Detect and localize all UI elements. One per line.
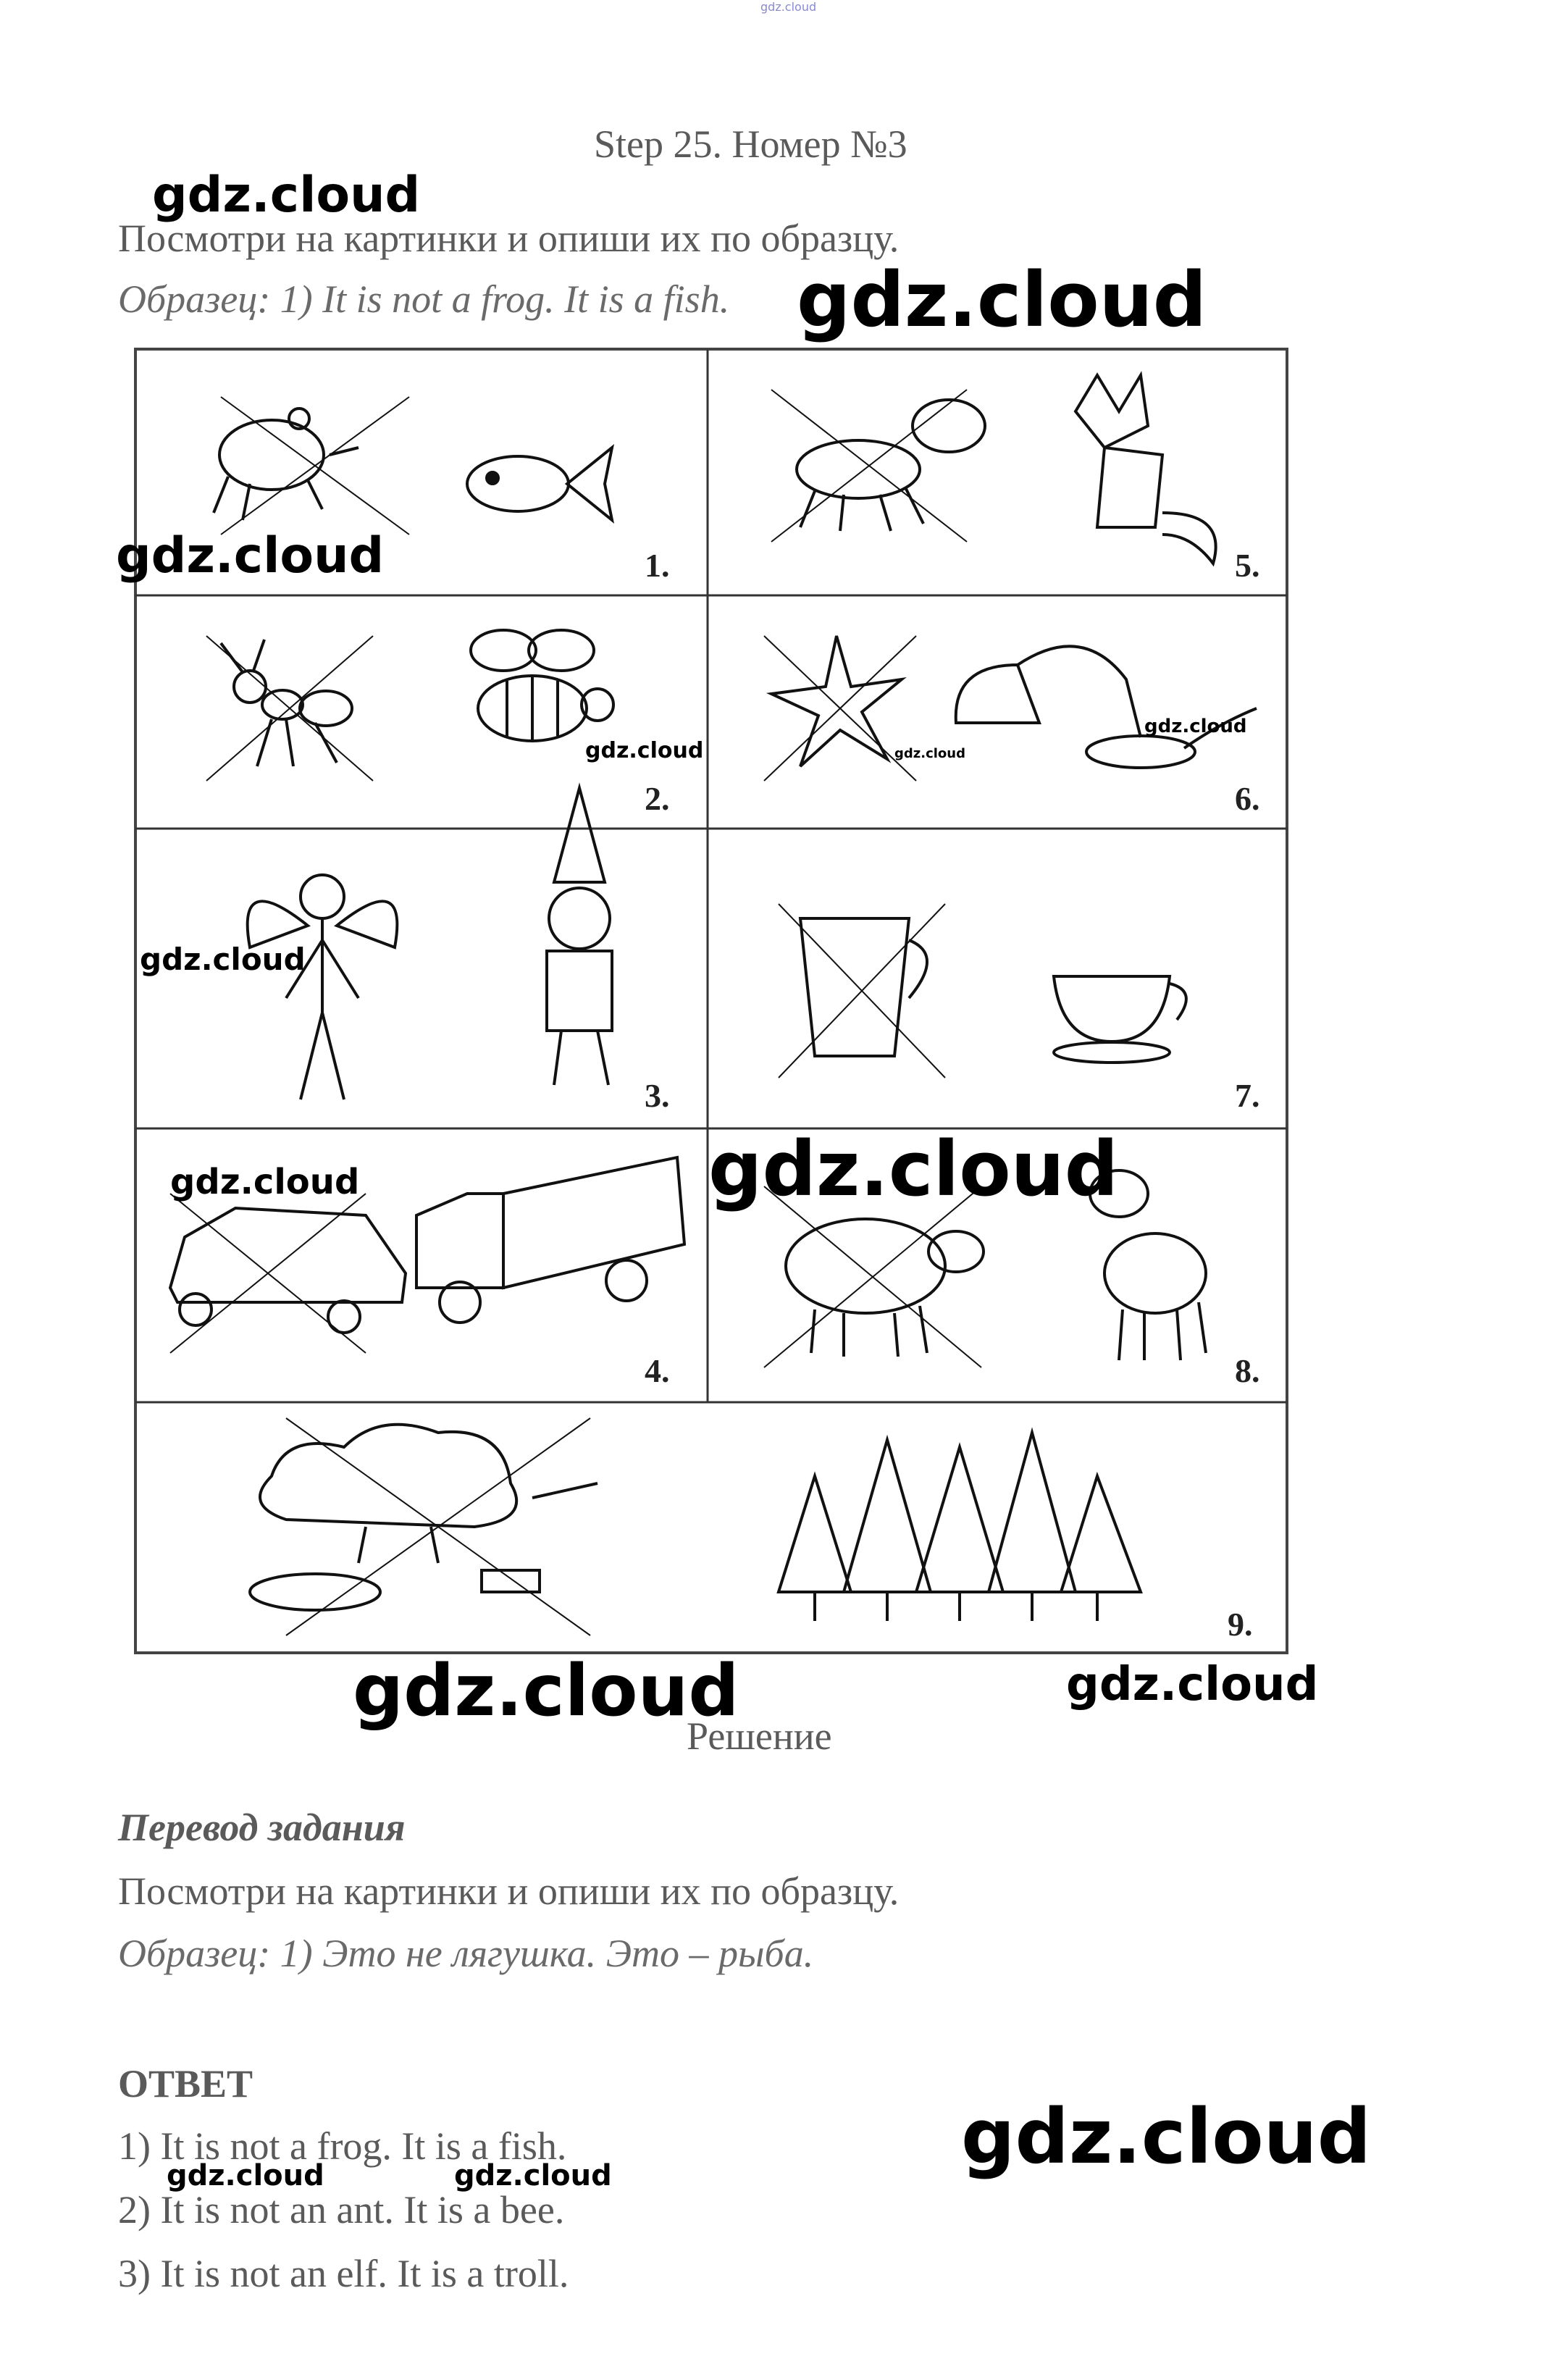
top-mark: gdz.cloud [760, 0, 817, 14]
translation-instruction: Посмотри на картинки и опиши их по образцу. [118, 1869, 900, 1913]
translation-example: Образец: 1) Это не лягушка. Это – рыба. [118, 1932, 814, 1975]
watermark: gdz.cloud [454, 2159, 612, 2192]
cup-icon [1054, 976, 1186, 1063]
cell-number: 3. [645, 1077, 670, 1114]
cell-9 [250, 1418, 1141, 1635]
watermark: gdz.cloud [140, 942, 306, 977]
answer-line-1: 1) It is not a frog. It is a fish. [118, 2124, 567, 2168]
fish-icon [467, 448, 612, 520]
lamp-icon [956, 646, 1257, 768]
answer-heading: ОТВЕТ [118, 2062, 253, 2105]
watermark: gdz.cloud [797, 256, 1207, 344]
translation-heading: Перевод задания [118, 1806, 406, 1849]
watermark: gdz.cloud [152, 167, 421, 224]
solution-label: Решение [687, 1714, 832, 1758]
cell-number: 6. [1235, 780, 1260, 817]
answer-line-3: 3) It is not an elf. It is a troll. [118, 2252, 569, 2295]
cell-5 [771, 375, 1216, 563]
troll-icon [547, 788, 612, 1085]
cell-number: 5. [1235, 547, 1260, 584]
page-title: Step 25. Номер №3 [594, 122, 907, 166]
cell-number: 9. [1228, 1606, 1253, 1643]
star-icon [771, 636, 902, 766]
ant-icon [221, 640, 352, 766]
frog-icon [214, 408, 359, 520]
watermark: gdz.cloud [961, 2092, 1372, 2181]
cell-7 [779, 904, 1186, 1078]
answer-line-2: 2) It is not an ant. It is a bee. [118, 2188, 565, 2232]
watermark: gdz.cloud [1144, 716, 1247, 737]
cell-number: 4. [645, 1352, 670, 1389]
watermark: gdz.cloud [1066, 1658, 1319, 1711]
forest-icon [779, 1433, 1141, 1621]
dog-icon [797, 400, 985, 531]
task-instruction: Посмотри на картинки и опиши их по образцу. [118, 217, 900, 260]
cell-2 [206, 630, 613, 781]
cell-number: 1. [645, 547, 670, 584]
watermark: gdz.cloud [585, 738, 704, 763]
cell-number: 8. [1235, 1352, 1260, 1389]
task-example: Образец: 1) It is not a frog. It is a fish. [118, 277, 730, 321]
watermark: gdz.cloud [170, 1162, 360, 1202]
cell-number: 2. [645, 780, 670, 817]
fox-icon [1076, 375, 1216, 563]
cell-1 [214, 397, 612, 535]
watermark: gdz.cloud [894, 746, 965, 761]
watermark: gdz.cloud [116, 527, 385, 584]
watermark: gdz.cloud [167, 2159, 324, 2192]
cell-number: 7. [1235, 1077, 1260, 1114]
watermark: gdz.cloud [708, 1125, 1119, 1213]
truck-icon [416, 1157, 684, 1323]
elf-icon [248, 875, 398, 1099]
bee-icon [471, 630, 613, 741]
cell-6 [764, 636, 1257, 781]
watermark: gdz.cloud [353, 1650, 739, 1732]
car-icon [170, 1208, 406, 1333]
